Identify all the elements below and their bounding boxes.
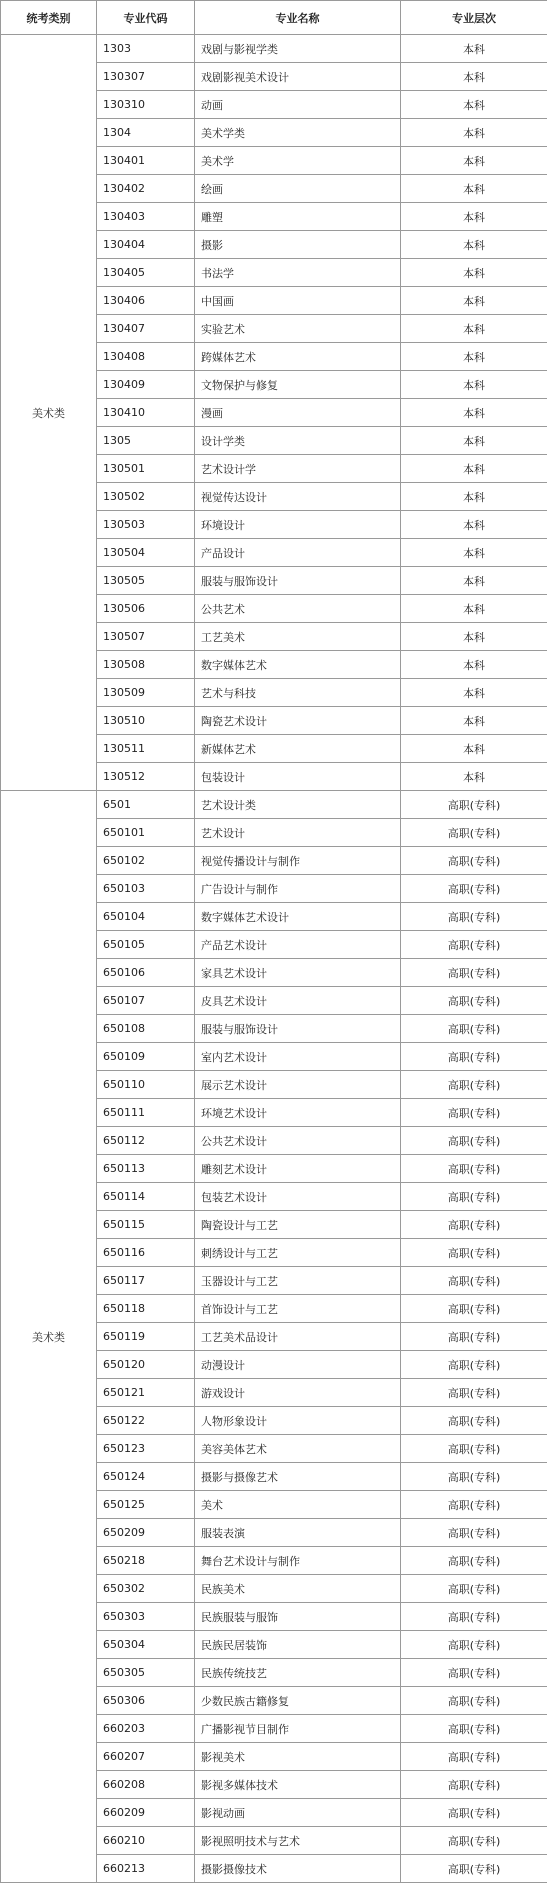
name-cell: 展示艺术设计 [195,1071,401,1099]
level-cell: 本科 [401,735,547,763]
level-cell: 本科 [401,623,547,651]
level-cell: 高职(专科) [401,1239,547,1267]
code-cell: 660210 [97,1827,195,1855]
level-cell: 高职(专科) [401,1015,547,1043]
level-cell: 高职(专科) [401,1855,547,1883]
code-cell: 650117 [97,1267,195,1295]
level-cell: 高职(专科) [401,1407,547,1435]
level-cell: 本科 [401,707,547,735]
code-cell: 130401 [97,147,195,175]
level-cell: 高职(专科) [401,1687,547,1715]
name-cell: 环境艺术设计 [195,1099,401,1127]
name-cell: 跨媒体艺术 [195,343,401,371]
code-cell: 130307 [97,63,195,91]
name-cell: 刺绣设计与工艺 [195,1239,401,1267]
table-body [1,35,547,1883]
code-cell: 650104 [97,903,195,931]
level-cell: 本科 [401,763,547,791]
name-cell: 美术 [195,1491,401,1519]
name-cell: 数字媒体艺术设计 [195,903,401,931]
name-cell: 环境设计 [195,511,401,539]
level-cell: 本科 [401,315,547,343]
header-name: 专业名称 [195,1,401,35]
name-cell: 公共艺术 [195,595,401,623]
level-cell: 高职(专科) [401,1351,547,1379]
name-cell: 雕刻艺术设计 [195,1155,401,1183]
code-cell: 660203 [97,1715,195,1743]
name-cell: 少数民族古籍修复 [195,1687,401,1715]
name-cell: 室内艺术设计 [195,1043,401,1071]
name-cell: 设计学类 [195,427,401,455]
level-cell: 本科 [401,483,547,511]
code-cell: 650115 [97,1211,195,1239]
level-cell: 高职(专科) [401,1435,547,1463]
level-cell: 高职(专科) [401,1323,547,1351]
code-cell: 660209 [97,1799,195,1827]
name-cell: 美术学 [195,147,401,175]
header-row [1,1,547,35]
code-cell: 650209 [97,1519,195,1547]
level-cell: 本科 [401,231,547,259]
level-cell: 高职(专科) [401,1519,547,1547]
code-cell: 130405 [97,259,195,287]
name-cell: 摄影摄像技术 [195,1855,401,1883]
name-cell: 动画 [195,91,401,119]
code-cell: 650105 [97,931,195,959]
code-cell: 650122 [97,1407,195,1435]
code-cell: 130502 [97,483,195,511]
level-cell: 高职(专科) [401,1043,547,1071]
code-cell: 650120 [97,1351,195,1379]
code-cell: 130403 [97,203,195,231]
name-cell: 影视动画 [195,1799,401,1827]
code-cell: 130407 [97,315,195,343]
code-cell: 130508 [97,651,195,679]
level-cell: 本科 [401,35,547,63]
name-cell: 书法学 [195,259,401,287]
code-cell: 130408 [97,343,195,371]
level-cell: 高职(专科) [401,1631,547,1659]
code-cell: 650303 [97,1603,195,1631]
level-cell: 高职(专科) [401,1827,547,1855]
name-cell: 艺术设计类 [195,791,401,819]
level-cell: 高职(专科) [401,847,547,875]
level-cell: 高职(专科) [401,1267,547,1295]
name-cell: 影视照明技术与艺术 [195,1827,401,1855]
header-level: 专业层次 [401,1,547,35]
name-cell: 包装艺术设计 [195,1183,401,1211]
table-row [1,35,547,63]
name-cell: 实验艺术 [195,315,401,343]
level-cell: 高职(专科) [401,959,547,987]
level-cell: 高职(专科) [401,1799,547,1827]
code-cell: 650302 [97,1575,195,1603]
name-cell: 数字媒体艺术 [195,651,401,679]
name-cell: 漫画 [195,399,401,427]
level-cell: 高职(专科) [401,875,547,903]
name-cell: 影视多媒体技术 [195,1771,401,1799]
header-category: 统考类别 [1,1,97,35]
name-cell: 摄影 [195,231,401,259]
code-cell: 6501 [97,791,195,819]
name-cell: 广告设计与制作 [195,875,401,903]
code-cell: 650119 [97,1323,195,1351]
name-cell: 视觉传达设计 [195,483,401,511]
code-cell: 130512 [97,763,195,791]
level-cell: 高职(专科) [401,1183,547,1211]
level-cell: 本科 [401,119,547,147]
code-cell: 130402 [97,175,195,203]
level-cell: 高职(专科) [401,1771,547,1799]
name-cell: 摄影与摄像艺术 [195,1463,401,1491]
name-cell: 包装设计 [195,763,401,791]
name-cell: 艺术设计 [195,819,401,847]
code-cell: 130505 [97,567,195,595]
code-cell: 650124 [97,1463,195,1491]
code-cell: 650305 [97,1659,195,1687]
level-cell: 本科 [401,63,547,91]
category-cell: 美术类 [1,791,97,1883]
level-cell: 高职(专科) [401,791,547,819]
level-cell: 高职(专科) [401,1295,547,1323]
name-cell: 产品艺术设计 [195,931,401,959]
header-code: 专业代码 [97,1,195,35]
name-cell: 产品设计 [195,539,401,567]
code-cell: 650108 [97,1015,195,1043]
code-cell: 130504 [97,539,195,567]
level-cell: 本科 [401,651,547,679]
code-cell: 130310 [97,91,195,119]
name-cell: 美术学类 [195,119,401,147]
code-cell: 130406 [97,287,195,315]
code-cell: 650113 [97,1155,195,1183]
name-cell: 服装与服饰设计 [195,567,401,595]
level-cell: 高职(专科) [401,819,547,847]
code-cell: 650125 [97,1491,195,1519]
level-cell: 高职(专科) [401,1575,547,1603]
code-cell: 650109 [97,1043,195,1071]
level-cell: 高职(专科) [401,1211,547,1239]
code-cell: 650118 [97,1295,195,1323]
code-cell: 650103 [97,875,195,903]
name-cell: 舞台艺术设计与制作 [195,1547,401,1575]
level-cell: 高职(专科) [401,1603,547,1631]
level-cell: 本科 [401,511,547,539]
name-cell: 家具艺术设计 [195,959,401,987]
name-cell: 中国画 [195,287,401,315]
name-cell: 首饰设计与工艺 [195,1295,401,1323]
code-cell: 1304 [97,119,195,147]
code-cell: 650110 [97,1071,195,1099]
name-cell: 文物保护与修复 [195,371,401,399]
name-cell: 民族传统技艺 [195,1659,401,1687]
level-cell: 本科 [401,567,547,595]
level-cell: 高职(专科) [401,1155,547,1183]
level-cell: 本科 [401,203,547,231]
code-cell: 650114 [97,1183,195,1211]
code-cell: 130511 [97,735,195,763]
code-cell: 130409 [97,371,195,399]
level-cell: 本科 [401,287,547,315]
name-cell: 绘画 [195,175,401,203]
code-cell: 650116 [97,1239,195,1267]
name-cell: 视觉传播设计与制作 [195,847,401,875]
name-cell: 皮具艺术设计 [195,987,401,1015]
name-cell: 戏剧影视美术设计 [195,63,401,91]
code-cell: 130501 [97,455,195,483]
name-cell: 民族民居装饰 [195,1631,401,1659]
name-cell: 美容美体艺术 [195,1435,401,1463]
level-cell: 高职(专科) [401,1071,547,1099]
level-cell: 本科 [401,371,547,399]
level-cell: 高职(专科) [401,987,547,1015]
level-cell: 高职(专科) [401,1463,547,1491]
level-cell: 本科 [401,427,547,455]
code-cell: 650106 [97,959,195,987]
name-cell: 雕塑 [195,203,401,231]
name-cell: 民族服装与服饰 [195,1603,401,1631]
code-cell: 650112 [97,1127,195,1155]
name-cell: 戏剧与影视学类 [195,35,401,63]
name-cell: 工艺美术 [195,623,401,651]
code-cell: 650121 [97,1379,195,1407]
level-cell: 高职(专科) [401,1379,547,1407]
name-cell: 民族美术 [195,1575,401,1603]
level-cell: 本科 [401,455,547,483]
level-cell: 本科 [401,175,547,203]
level-cell: 本科 [401,91,547,119]
code-cell: 650306 [97,1687,195,1715]
name-cell: 工艺美术品设计 [195,1323,401,1351]
level-cell: 高职(专科) [401,903,547,931]
level-cell: 高职(专科) [401,1743,547,1771]
category-cell: 美术类 [1,35,97,791]
name-cell: 艺术与科技 [195,679,401,707]
name-cell: 公共艺术设计 [195,1127,401,1155]
code-cell: 130503 [97,511,195,539]
name-cell: 艺术设计学 [195,455,401,483]
code-cell: 660213 [97,1855,195,1883]
code-cell: 1305 [97,427,195,455]
code-cell: 650101 [97,819,195,847]
name-cell: 动漫设计 [195,1351,401,1379]
code-cell: 130410 [97,399,195,427]
level-cell: 本科 [401,259,547,287]
level-cell: 高职(专科) [401,1547,547,1575]
table-row [1,791,547,819]
name-cell: 影视美术 [195,1743,401,1771]
level-cell: 高职(专科) [401,1099,547,1127]
code-cell: 650107 [97,987,195,1015]
code-cell: 650102 [97,847,195,875]
level-cell: 高职(专科) [401,1491,547,1519]
code-cell: 130404 [97,231,195,259]
name-cell: 新媒体艺术 [195,735,401,763]
level-cell: 本科 [401,399,547,427]
name-cell: 游戏设计 [195,1379,401,1407]
name-cell: 服装与服饰设计 [195,1015,401,1043]
name-cell: 人物形象设计 [195,1407,401,1435]
code-cell: 130509 [97,679,195,707]
code-cell: 650123 [97,1435,195,1463]
level-cell: 本科 [401,147,547,175]
name-cell: 陶瓷艺术设计 [195,707,401,735]
level-cell: 高职(专科) [401,1659,547,1687]
code-cell: 130506 [97,595,195,623]
code-cell: 650304 [97,1631,195,1659]
level-cell: 高职(专科) [401,1715,547,1743]
code-cell: 130510 [97,707,195,735]
code-cell: 130507 [97,623,195,651]
code-cell: 650218 [97,1547,195,1575]
level-cell: 本科 [401,343,547,371]
code-cell: 650111 [97,1099,195,1127]
level-cell: 本科 [401,595,547,623]
name-cell: 陶瓷设计与工艺 [195,1211,401,1239]
level-cell: 本科 [401,539,547,567]
level-cell: 本科 [401,679,547,707]
level-cell: 高职(专科) [401,1127,547,1155]
code-cell: 1303 [97,35,195,63]
code-cell: 660207 [97,1743,195,1771]
code-cell: 660208 [97,1771,195,1799]
name-cell: 服装表演 [195,1519,401,1547]
name-cell: 玉器设计与工艺 [195,1267,401,1295]
level-cell: 高职(专科) [401,931,547,959]
name-cell: 广播影视节目制作 [195,1715,401,1743]
